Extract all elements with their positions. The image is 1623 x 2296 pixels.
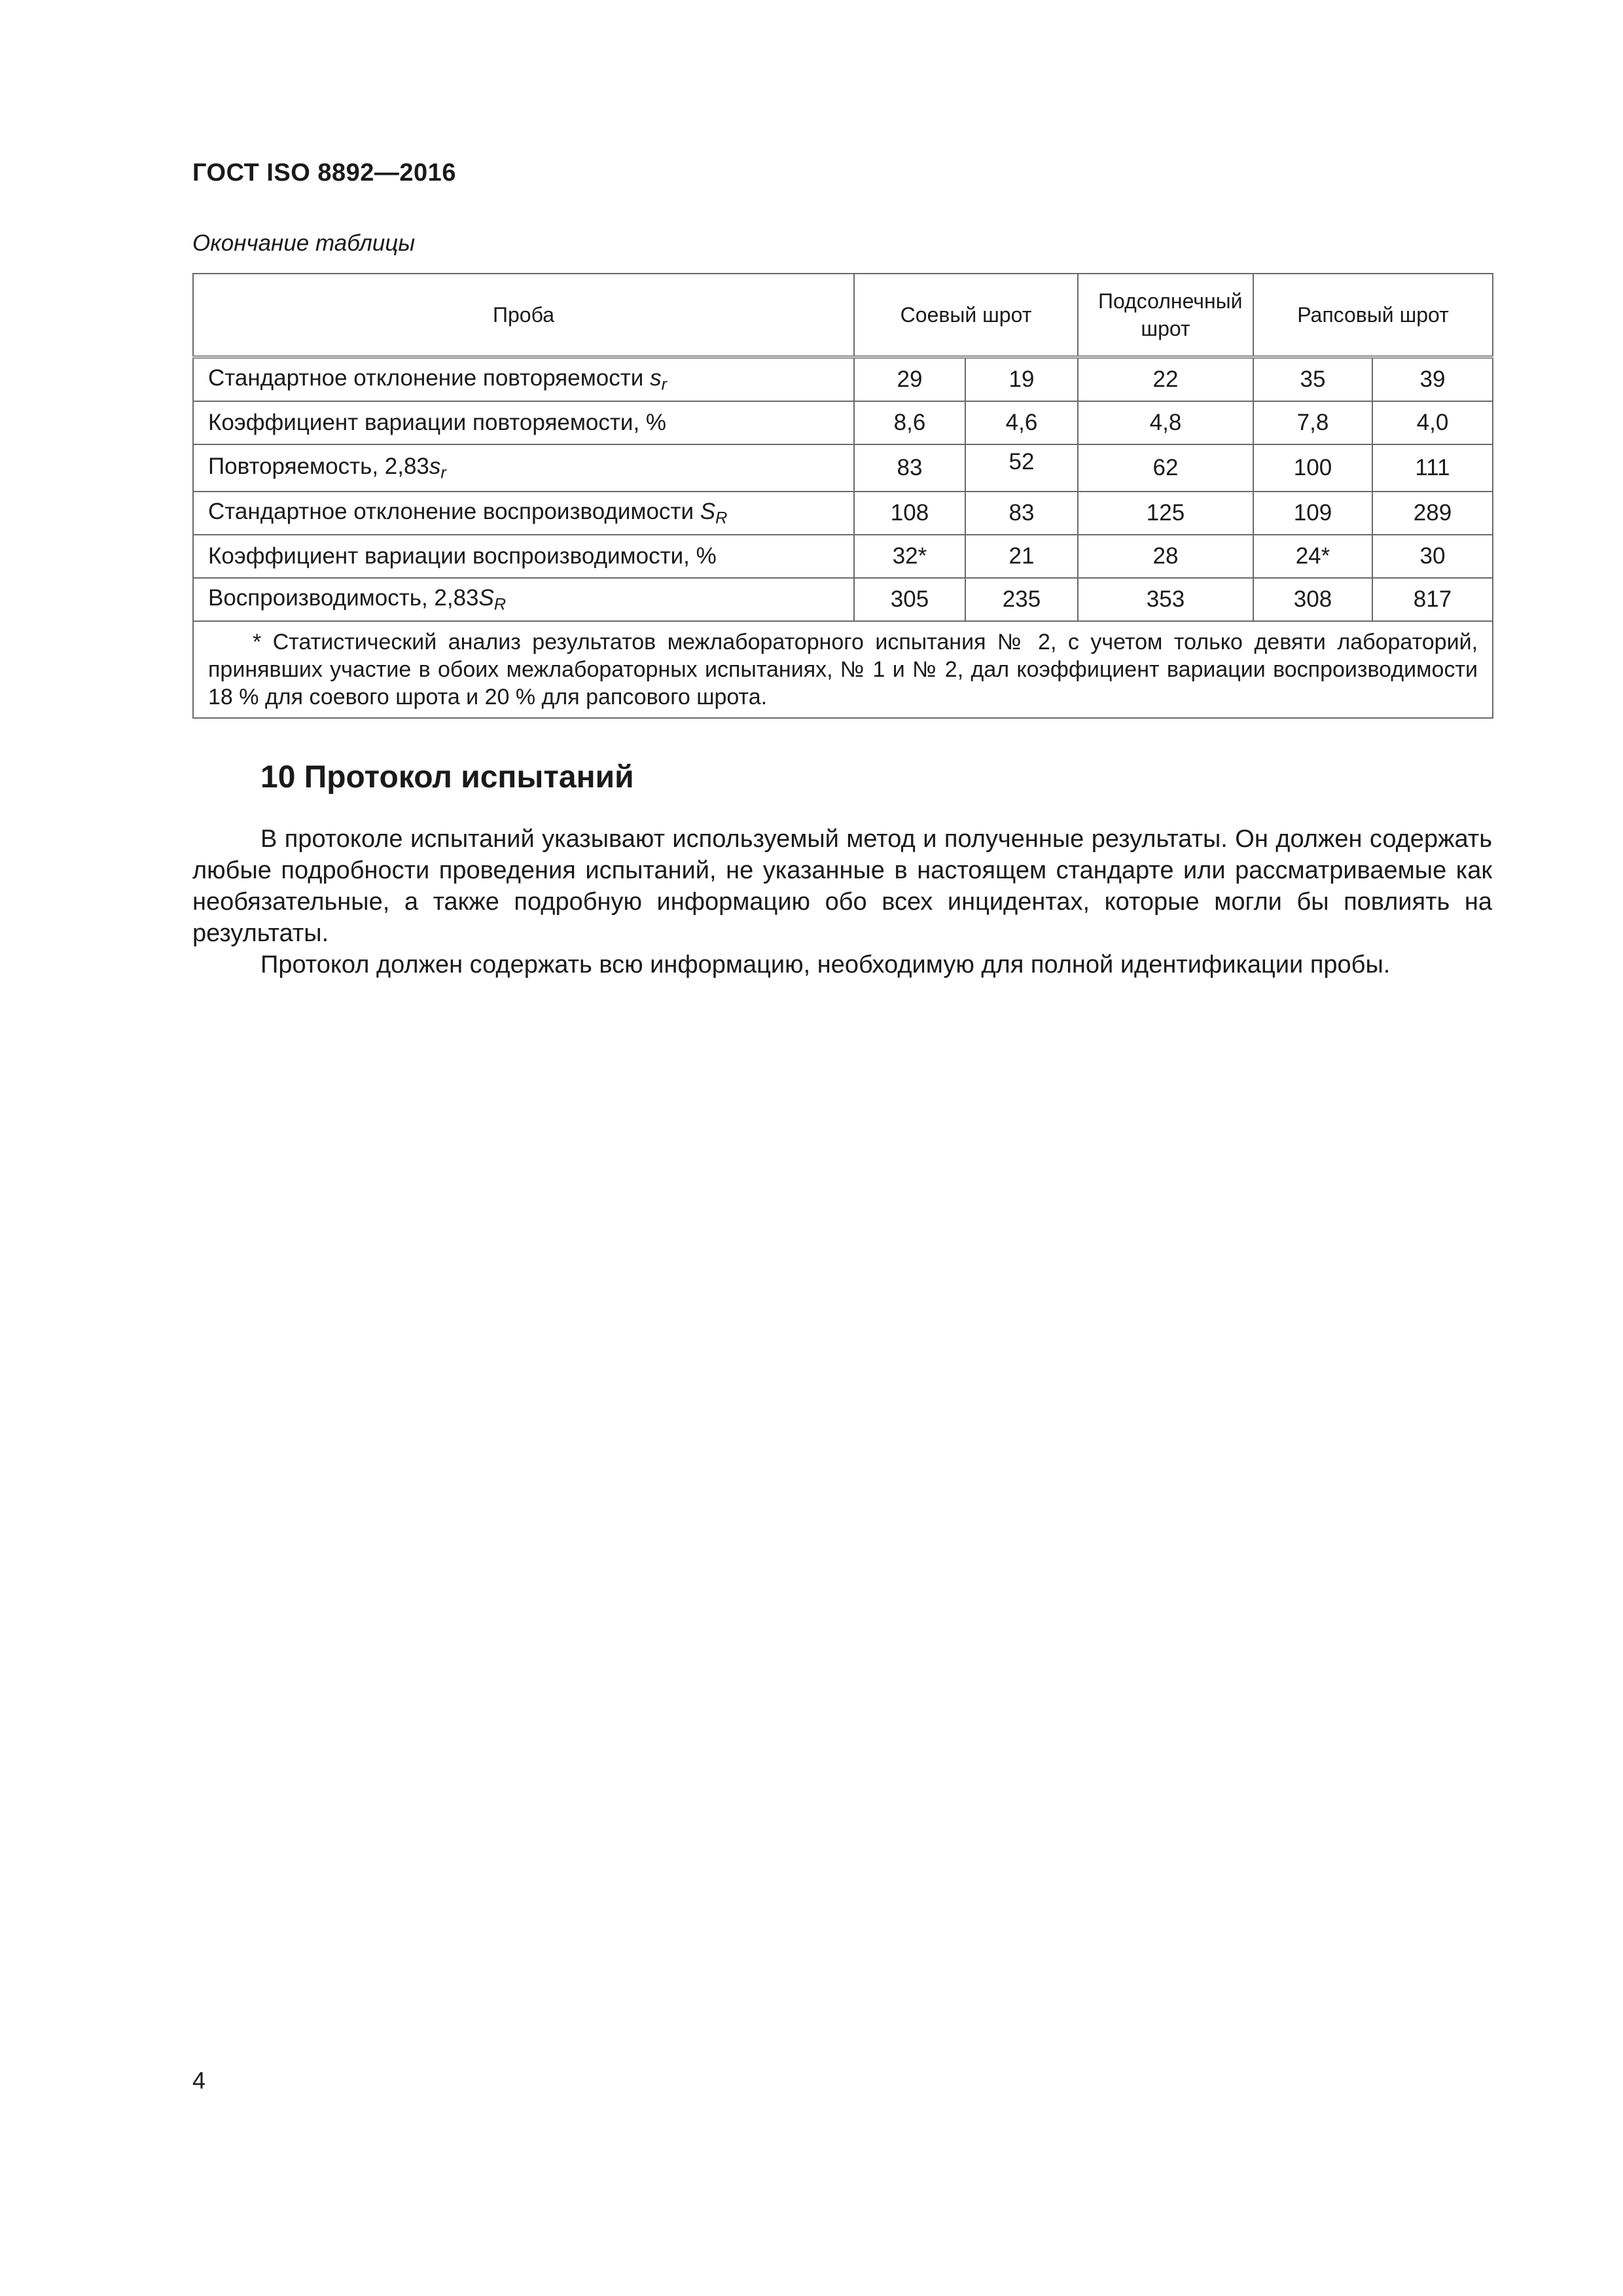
cell-soy-1: 83	[854, 444, 965, 492]
cell-rapeseed-2: 111	[1372, 444, 1493, 492]
row-label	[193, 444, 854, 492]
precision-table	[192, 273, 1493, 719]
cell-sunflower: 4,8	[1078, 401, 1253, 444]
cell-soy-1: 8,6	[854, 401, 965, 444]
cell-rapeseed-1: 35	[1253, 357, 1372, 402]
row-label-symbol: S	[700, 498, 716, 524]
row-label	[193, 535, 854, 578]
row-label-text: Коэффициент вариации повторяемости, %	[208, 410, 667, 435]
row-label	[193, 492, 854, 535]
cell-soy-1: 108	[854, 492, 965, 535]
row-label-subscript: R	[715, 509, 728, 528]
row-label	[193, 401, 854, 444]
row-label-symbol: s	[429, 453, 441, 479]
cell-rapeseed-2: 817	[1372, 578, 1493, 621]
cell-soy-2: 21	[965, 535, 1078, 578]
cell-sunflower: 22	[1078, 357, 1253, 402]
document-code: ГОСТ ISO 8892—2016	[192, 159, 456, 187]
section-title: 10 Протокол испытаний	[260, 760, 634, 795]
row-label-text: Стандартное отклонение повторяемости	[208, 365, 651, 391]
cell-rapeseed-1: 24*	[1253, 535, 1372, 578]
cell-rapeseed-1: 308	[1253, 578, 1372, 621]
cell-soy-2: 4,6	[965, 401, 1078, 444]
row-label-subscript: R	[493, 595, 507, 614]
cell-soy-1: 32*	[854, 535, 965, 578]
table-row	[193, 444, 1493, 492]
cell-soy-2: 52	[965, 444, 1078, 492]
cell-sunflower: 28	[1078, 535, 1253, 578]
row-label	[193, 357, 854, 402]
page-number: 4	[192, 2067, 206, 2094]
table-row	[193, 357, 1493, 402]
cell-soy-2: 235	[965, 578, 1078, 621]
header-sunflower-label: Подсолнечный шрот	[1098, 289, 1243, 340]
cell-rapeseed-1: 7,8	[1253, 401, 1372, 444]
header-sample: Проба	[193, 274, 854, 357]
row-label-symbol: s	[650, 365, 662, 391]
cell-rapeseed-2: 4,0	[1372, 401, 1493, 444]
cell-rapeseed-2: 289	[1372, 492, 1493, 535]
cell-rapeseed-2: 30	[1372, 535, 1493, 578]
cell-sunflower: 353	[1078, 578, 1253, 621]
table-footnote-row	[193, 621, 1493, 718]
section-body	[192, 823, 1492, 980]
table-body	[193, 357, 1493, 719]
row-label	[193, 578, 854, 621]
row-label-subscript: r	[440, 463, 446, 482]
cell-soy-1: 305	[854, 578, 965, 621]
row-label-symbol: S	[478, 584, 494, 611]
header-rapeseed-meal: Рапсовый шрот	[1253, 274, 1493, 357]
row-label-text: Воспроизводимость, 2,83	[208, 584, 479, 611]
table-row	[193, 401, 1493, 444]
header-soy-meal: Соевый шрот	[854, 274, 1078, 357]
paragraph: В протоколе испытаний указывают используемый метод и полученные результаты. Он должен содержать любые подробности проведения испытаний, не указанные в настоящем стандарте или рассматриваемые как необязательные, а также подробную информацию обо всех инцидентах, которые могли бы повлиять на результаты.	[192, 825, 1492, 947]
header-sunflower-meal	[1078, 274, 1253, 357]
cell-soy-1: 29	[854, 357, 965, 402]
cell-rapeseed-2: 39	[1372, 357, 1493, 402]
row-label-subscript: r	[661, 375, 667, 394]
cell-sunflower: 125	[1078, 492, 1253, 535]
cell-soy-2: 19	[965, 357, 1078, 402]
paragraph: Протокол должен содержать всю информацию, необходимую для полной идентификации пробы.	[260, 951, 1391, 978]
cell-soy-2: 83	[965, 492, 1078, 535]
table-row	[193, 492, 1493, 535]
table-caption: Окончание таблицы	[192, 230, 416, 256]
cell-rapeseed-1: 100	[1253, 444, 1372, 492]
cell-sunflower: 62	[1078, 444, 1253, 492]
table-header-row	[193, 274, 1493, 357]
cell-rapeseed-1: 109	[1253, 492, 1372, 535]
table-row	[193, 535, 1493, 578]
table-footnote: * Статистический анализ результатов межлабораторного испытания № 2, с учетом только девяти лаборатоpий, принявших участие в обоих межлабораторных испытаниях, № 1 и № 2, дал коэффициент вариации воспроизводимости 18 % для соевого шрота и 20 % для рапсового шрота.	[193, 621, 1493, 718]
table-row	[193, 578, 1493, 621]
row-label-text: Повторяемость, 2,83	[208, 453, 429, 479]
row-label-text: Стандартное отклонение воспроизводимости	[208, 498, 700, 524]
row-label-text: Коэффициент вариации воспроизводимости, %	[208, 543, 717, 569]
